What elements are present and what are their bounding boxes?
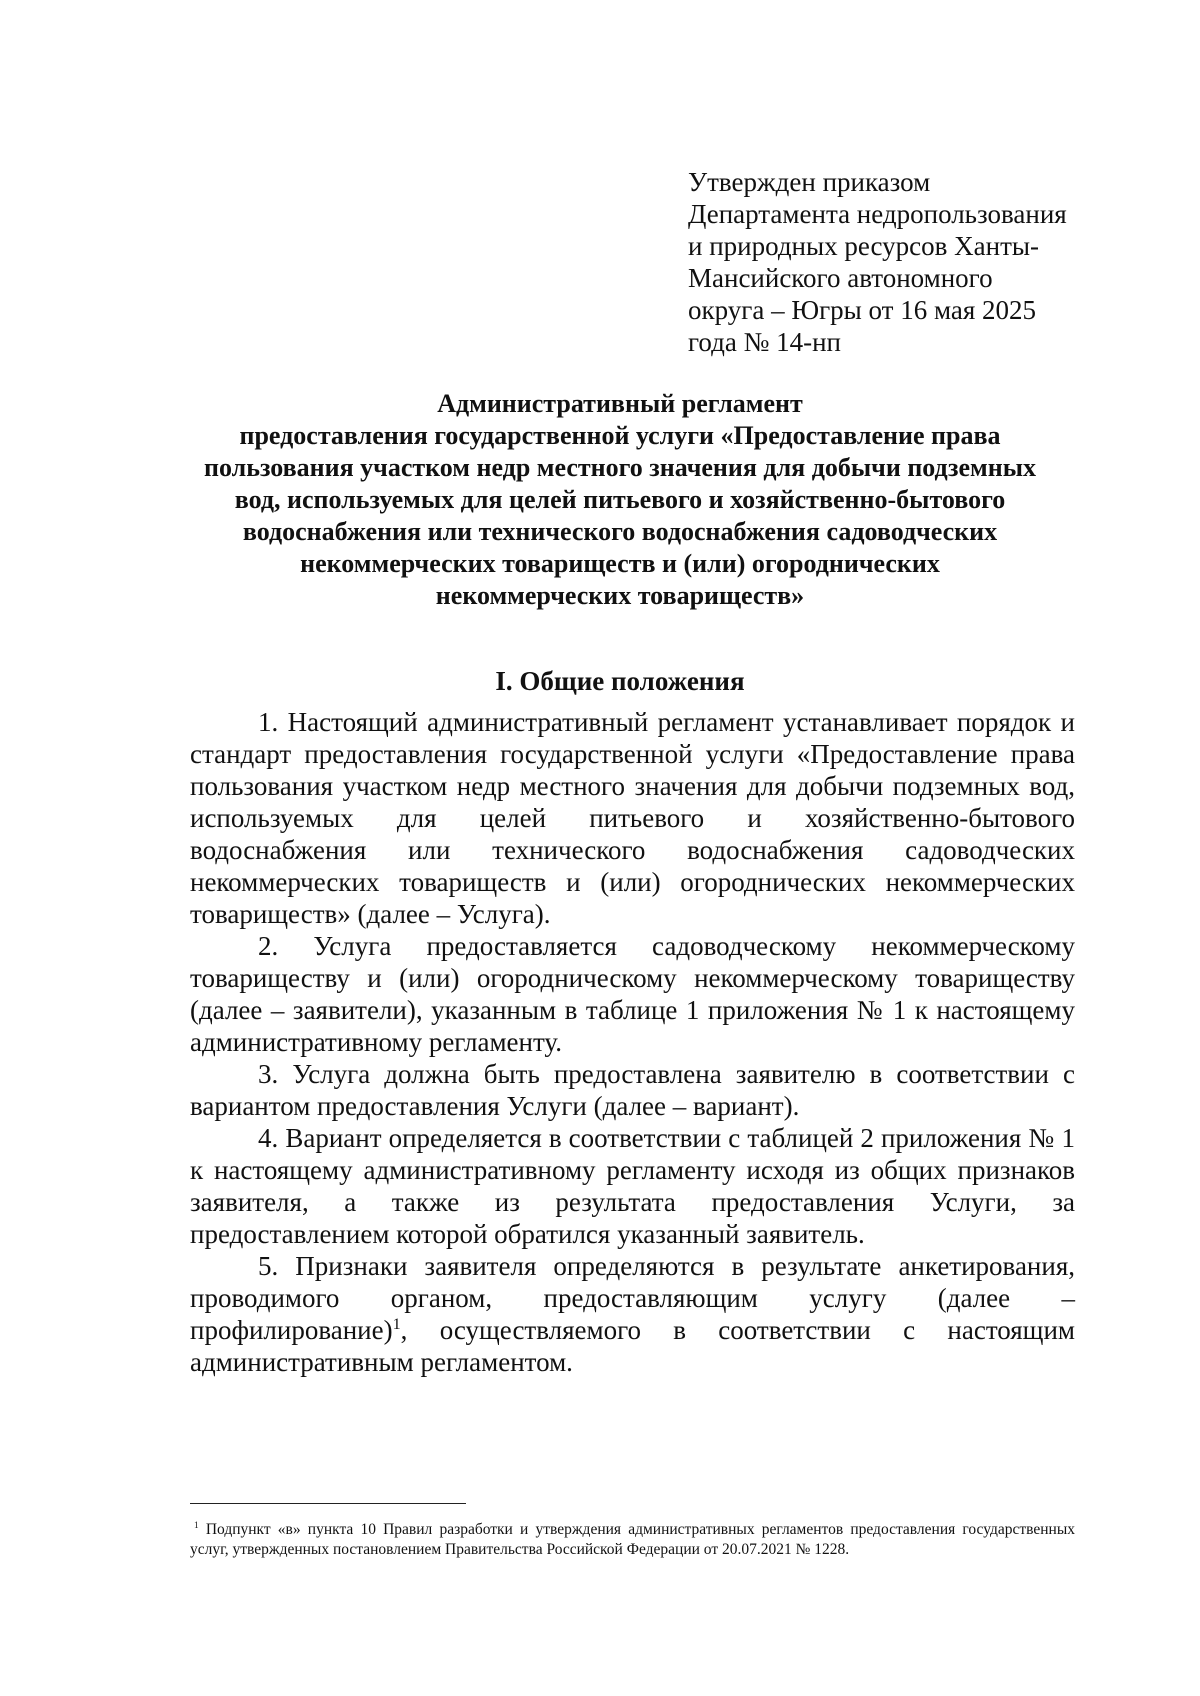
approval-line: округа – Югры от 16 мая 2025 [688, 295, 1037, 325]
paragraph-1: 1. Настоящий административный регламент устанавливает порядок и стандарт предоставления государственной услуги «Предоставление права пользования участком недр местного значения для добычи подземных вод, используемых для целей питьевого и хозяйственно-бытового водоснабжения или технического водоснабжения садоводческих некоммерческих товариществ и (или) огороднических некоммерческих товариществ» (далее – Услуга). [190, 707, 1075, 929]
paragraph-5-text-end: , осуществляемого в соответствии с настоящим административным регламентом. [190, 1315, 1075, 1377]
approval-line: Утвержден приказом [688, 167, 931, 197]
footnote-separator [190, 1503, 466, 1504]
title-line: Административный регламент [437, 389, 803, 418]
approval-line: года № 14-нп [688, 327, 841, 357]
document-title [150, 388, 1090, 612]
title-line: пользования участком недр местного значения для добычи подземных [203, 453, 1037, 482]
title-line: вод, используемых для целей питьевого и хозяйственно-бытового [234, 485, 1006, 514]
footnote-marker: 1 [194, 1520, 199, 1531]
title-line: некоммерческих товариществ и (или) огороднических [300, 549, 940, 578]
section-heading: I. Общие положения [495, 666, 745, 696]
footnote [190, 1520, 1075, 1560]
document-body [190, 706, 1075, 1378]
title-line: водоснабжения или технического водоснабжения садоводческих [242, 517, 998, 546]
approval-line: Мансийского автономного [688, 263, 993, 293]
paragraph-4: 4. Вариант определяется в соответствии с таблицей 2 приложения № 1 к настоящему административному регламенту исходя из общих признаков заявителя, а также из результата предоставления Услуги, за предоставлением которой обратился указанный заявитель. [190, 1123, 1075, 1249]
paragraph-3: 3. Услуга должна быть предоставлена заявителю в соответствии с вариантом предоставления Услуги (далее – вариант). [190, 1059, 1075, 1121]
approval-stamp-block [688, 166, 1108, 358]
approval-line: Департамента недропользования [688, 199, 1067, 229]
paragraph-2: 2. Услуга предоставляется садоводческому некоммерческому товариществу и (или) огородническому некоммерческому товариществу (далее – заявители), указанным в таблице 1 приложения № 1 к настоящему административному регламенту. [190, 931, 1075, 1057]
title-line: предоставления государственной услуги «Предоставление права [239, 421, 1001, 450]
title-line: некоммерческих товариществ» [435, 581, 805, 610]
approval-line: и природных ресурсов Ханты- [688, 231, 1040, 261]
paragraph-5-text: 5. Признаки заявителя определяются в результате анкетирования, проводимого органом, предоставляющим услугу (далее – профилирование) [190, 1251, 1075, 1345]
footnote-text: Подпункт «в» пункта 10 Правил разработки и утверждения административных регламентов предоставления государственных услуг, утвержденных постановлением Правительства Российской Федерации от 20.07.2021 № 1228. [190, 1521, 1075, 1558]
footnote-reference: 1 [392, 1315, 401, 1333]
paragraph-5 [190, 1250, 1075, 1378]
